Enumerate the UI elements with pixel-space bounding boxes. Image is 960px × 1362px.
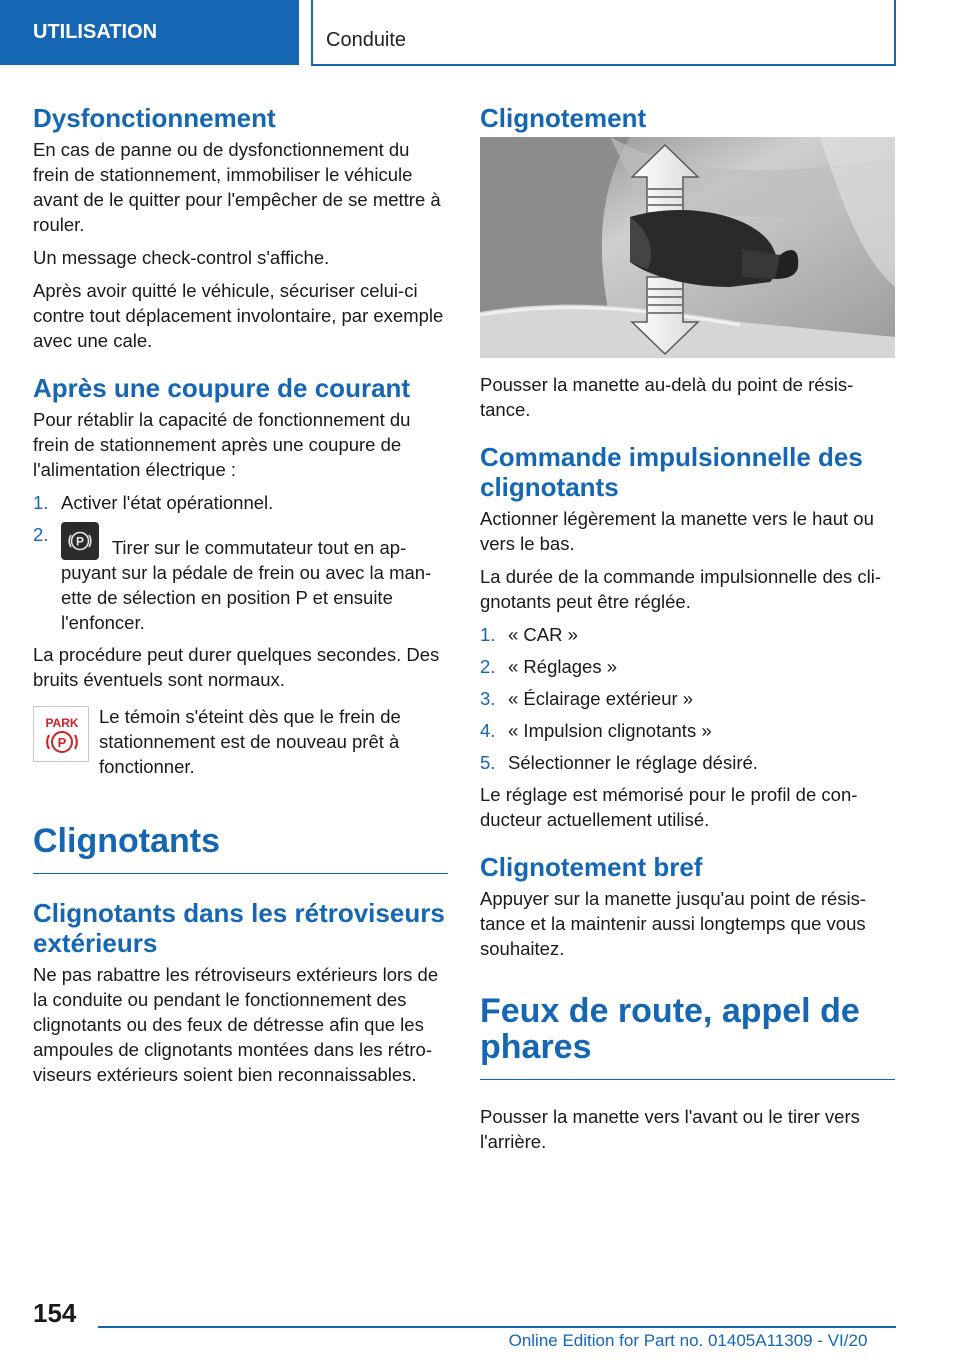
indicator-note — [33, 704, 448, 779]
paragraph: La procédure peut durer quelques secondes. Des bruits éventuels sont normaux. — [33, 644, 440, 690]
list-number: 2. — [480, 656, 496, 677]
right-column — [480, 100, 895, 1162]
paragraph: Le réglage est mémorisé pour le profil de conducteur actuellement utilisé. — [480, 784, 858, 830]
paragraph: Après avoir quitté le véhicule, sécuriser celui-ci contre tout déplacement involontaire, par exemple avec une cale. — [33, 280, 444, 351]
list-item — [480, 654, 895, 679]
heading-impulse-signal: Commande impulsionnelle des clignotants — [480, 442, 863, 502]
list-text: « CAR » — [508, 624, 578, 645]
header-subsection: Conduite — [326, 29, 407, 51]
list-item — [480, 718, 895, 743]
list-number: 4. — [480, 720, 496, 741]
note-text: Le témoin s'éteint dès que le frein de stationnement est de nouveau prêt à fonctionner. — [99, 706, 401, 777]
heading-high-beam: Feux de route, appel de phares — [480, 993, 895, 1080]
list-number: 1. — [33, 492, 49, 513]
svg-text:P: P — [57, 735, 67, 750]
heading-dysfunction: Dysfonctionnement — [33, 103, 276, 133]
procedure-list — [33, 490, 448, 635]
list-item — [480, 750, 895, 775]
edition-note: Online Edition for Part no. 01405A11309 - VI/20 — [508, 1331, 868, 1350]
paragraph: Pousser la manette au-delà du point de résistance. — [480, 374, 854, 420]
paragraph: Pousser la manette vers l'avant ou le tirer vers l'arrière. — [480, 1106, 860, 1152]
list-item — [33, 522, 448, 635]
paragraph: Actionner légèrement la manette vers le haut ou vers le bas. — [480, 508, 874, 554]
turn-signal-lever-illustration — [480, 137, 895, 358]
lamp-label: PARK — [45, 716, 79, 730]
list-text: « Réglages » — [508, 656, 618, 677]
heading-brief-signal: Clignotement bref — [480, 852, 703, 882]
paragraph: En cas de panne ou de dysfonctionnement du frein de stationnement, immobiliser le véhicule avant de le quitter pour l'empêcher de se mettre à rouler. — [33, 139, 441, 235]
list-text: « Impulsion clignotants » — [508, 720, 712, 741]
list-text: Activer l'état opérationnel. — [61, 492, 274, 513]
list-number: 1. — [480, 624, 496, 645]
list-item — [480, 686, 895, 711]
park-indicator-lamp-icon — [33, 706, 89, 762]
list-text: Tirer sur le commutateur tout en appuyant sur la pédale de frein ou avec la manette de sélection en position P et ensuite l'enfoncer. — [61, 537, 432, 633]
list-item — [480, 622, 895, 647]
svg-text:P: P — [75, 534, 85, 549]
heading-clignotement: Clignotement — [480, 103, 647, 133]
list-number: 2. — [33, 524, 49, 545]
list-text: Sélectionner le réglage désiré. — [508, 752, 758, 773]
paragraph: Un message check-control s'affiche. — [33, 247, 330, 268]
list-item — [33, 490, 448, 515]
left-column — [33, 100, 448, 1095]
paragraph: La durée de la commande impulsionnelle des clignotants peut être réglée. — [480, 566, 882, 612]
header-section-tab: UTILISATION — [0, 0, 299, 65]
list-number: 5. — [480, 752, 496, 773]
list-text: « Éclairage extérieur » — [508, 688, 694, 709]
paragraph: Appuyer sur la manette jusqu'au point de résistance et la maintenir aussi longtemps que vous souhaitez. — [480, 888, 867, 959]
list-number: 3. — [480, 688, 496, 709]
page-number: 154 — [33, 1298, 77, 1328]
settings-path-list — [480, 622, 895, 775]
heading-mirror-indicators: Clignotants dans les rétroviseurs extérieurs — [33, 898, 445, 958]
footer-divider — [98, 1326, 896, 1328]
heading-power-cut: Après une coupure de courant — [33, 373, 411, 403]
paragraph: Ne pas rabattre les rétroviseurs extérieurs lors de la conduite ou pendant le fonctionnement des clignotants ou des feux de détresse afin que les ampoules de clignotants montées dans les rétroviseurs extérieurs soient bien reconnaissables. — [33, 964, 439, 1085]
paragraph: Pour rétablir la capacité de fonctionnement du frein de stationnement après une coupure de l'alimentation électrique : — [33, 409, 411, 480]
heading-clignotants: Clignotants — [33, 823, 448, 874]
parking-brake-switch-icon — [61, 522, 99, 560]
